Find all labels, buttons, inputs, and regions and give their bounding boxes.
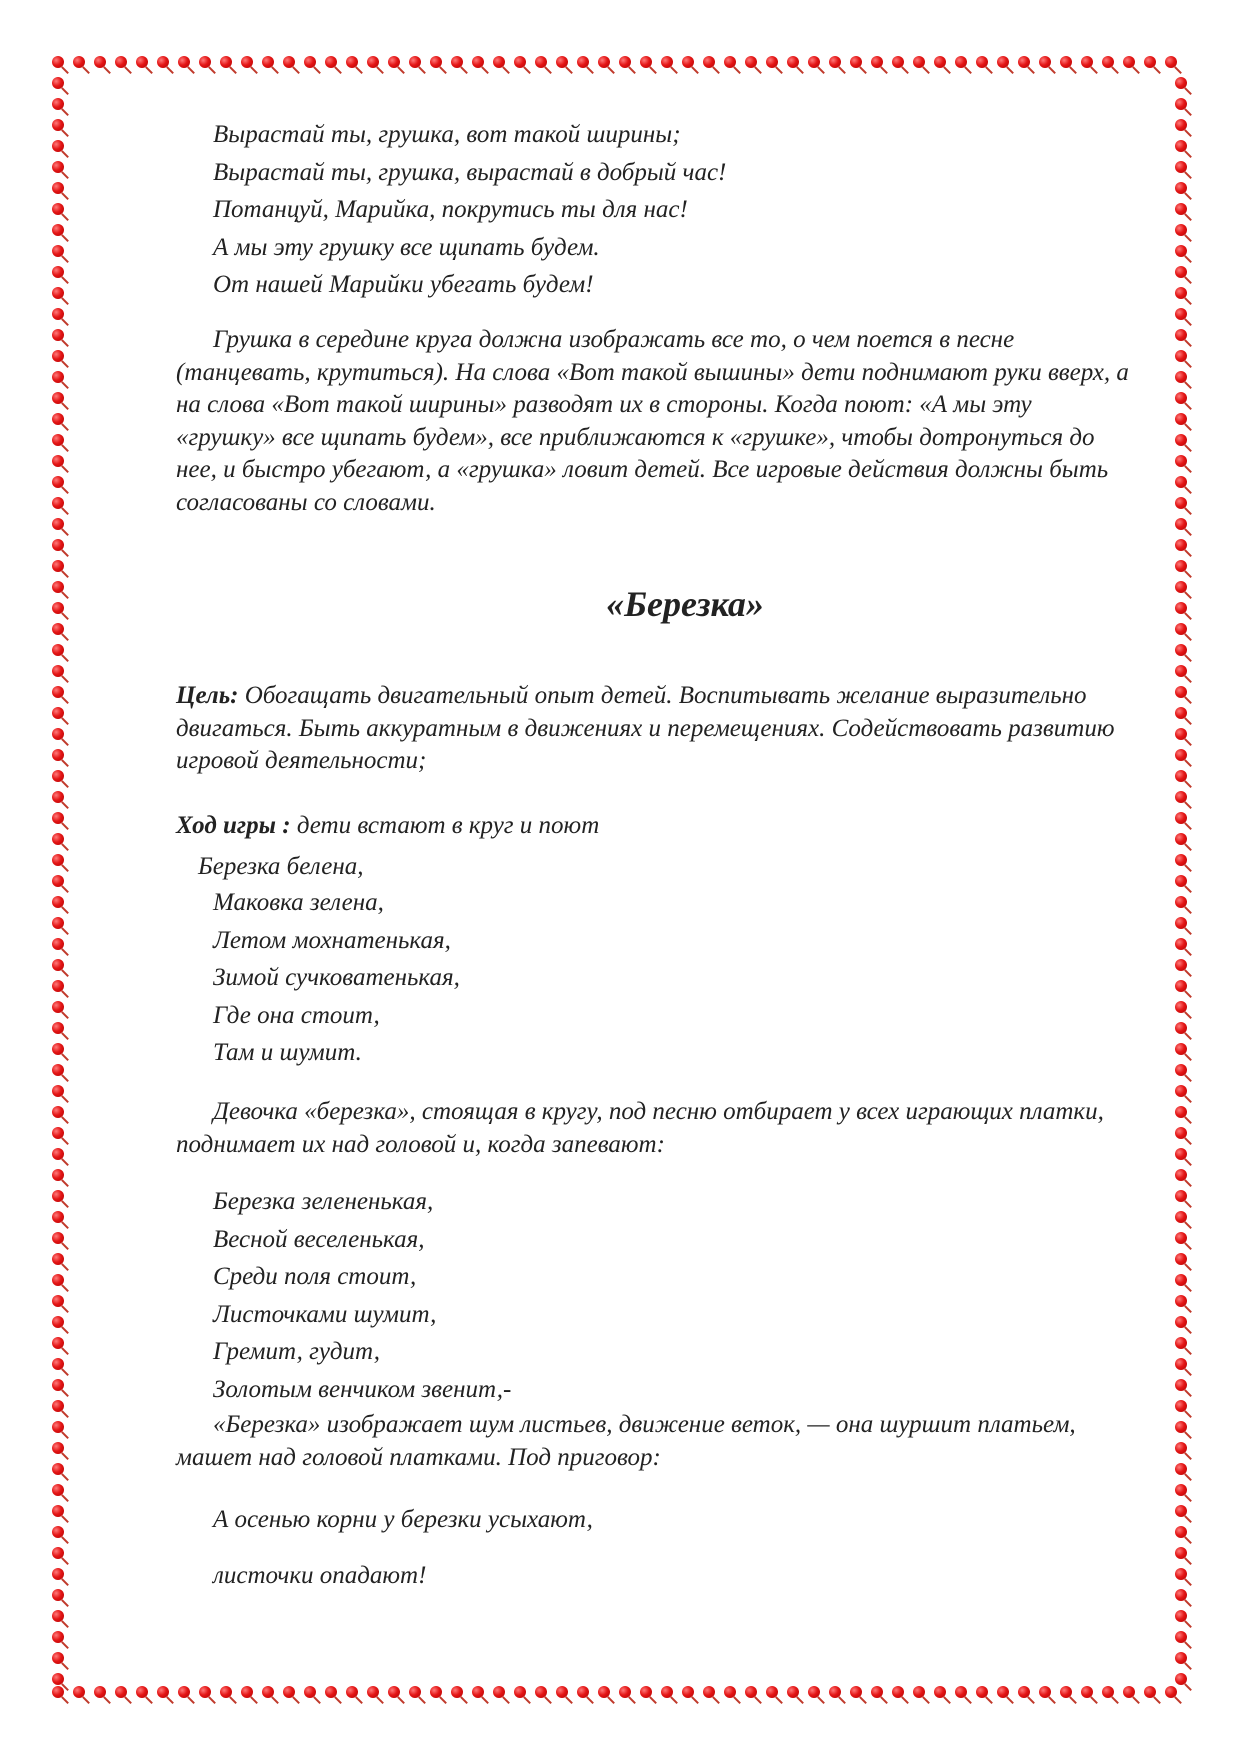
border-dot-stem: [61, 465, 68, 472]
border-dot-stem: [61, 696, 68, 703]
border-dot-stem: [1184, 360, 1191, 367]
border-dot-stem: [922, 1696, 929, 1703]
border-dot-stem: [292, 66, 299, 73]
border-dot-stem: [61, 66, 68, 73]
border-dot-stem: [1184, 402, 1191, 409]
border-dot-stem: [313, 1696, 320, 1703]
border-dot-stem: [61, 1578, 68, 1585]
border-dot-stem: [61, 297, 68, 304]
border-dot-stem: [271, 1696, 278, 1703]
song-line: От нашей Марийки убегать будем!: [213, 271, 594, 298]
border-dot-stem: [1184, 570, 1191, 577]
border-dot-stem: [1184, 1494, 1191, 1501]
border-dot-stem: [61, 633, 68, 640]
border-dot-stem: [649, 1696, 656, 1703]
border-dot-stem: [61, 1410, 68, 1417]
border-dot-stem: [1184, 1305, 1191, 1312]
border-dot-stem: [1184, 1578, 1191, 1585]
border-dot-stem: [1174, 66, 1181, 73]
border-dot-stem: [61, 675, 68, 682]
border-dot-stem: [712, 1696, 719, 1703]
border-dot-stem: [985, 66, 992, 73]
border-dot-stem: [628, 66, 635, 73]
song-line: Потанцуй, Марийка, покрутись ты для нас!: [213, 196, 688, 223]
border-dot-stem: [1184, 822, 1191, 829]
border-dot-stem: [1184, 1683, 1191, 1690]
border-dot-stem: [61, 192, 68, 199]
border-dot-stem: [61, 612, 68, 619]
border-dot-stem: [61, 885, 68, 892]
border-dot-stem: [61, 1389, 68, 1396]
border-dot-stem: [733, 66, 740, 73]
border-dot-stem: [1184, 528, 1191, 535]
border-dot-stem: [103, 66, 110, 73]
border-dot-stem: [61, 1032, 68, 1039]
border-dot-stem: [964, 66, 971, 73]
border-dot-stem: [838, 1696, 845, 1703]
border-dot-stem: [1184, 297, 1191, 304]
berezka-action-description: «Березка» изображает шум листьев, движение веток, — она шуршит платьем, машет над головой платками. Под приговор:: [176, 1411, 1076, 1471]
border-dot-stem: [229, 66, 236, 73]
border-dot-stem: [502, 66, 509, 73]
border-dot-stem: [1048, 66, 1055, 73]
border-dot-stem: [61, 528, 68, 535]
border-dot-stem: [1184, 1473, 1191, 1480]
border-dot-stem: [775, 1696, 782, 1703]
border-dot-stem: [1184, 1137, 1191, 1144]
border-dot-stem: [1184, 1347, 1191, 1354]
border-dot-stem: [1184, 885, 1191, 892]
border-dot-stem: [1184, 381, 1191, 388]
song-line: Золотым венчиком звенит,-: [213, 1375, 512, 1403]
song-line: Вырастай ты, грушка, вот такой ширины;: [213, 121, 681, 148]
border-dot-stem: [103, 1696, 110, 1703]
border-dot-stem: [1184, 87, 1191, 94]
border-dot-stem: [61, 1515, 68, 1522]
border-dot-stem: [1184, 927, 1191, 934]
border-dot-stem: [61, 486, 68, 493]
border-dot-stem: [61, 1242, 68, 1249]
border-dot-stem: [61, 276, 68, 283]
border-dot-stem: [712, 66, 719, 73]
berezka-description: Девочка «березка», стоящая в кругу, под песню отбирает у всех играющих платки, поднимает их над головой и, когда запевают:: [176, 1098, 1104, 1158]
song-line: Гремит, гудит,: [213, 1338, 380, 1365]
border-dot-stem: [1184, 717, 1191, 724]
border-dot-stem: [1184, 444, 1191, 451]
border-dot-stem: [481, 1696, 488, 1703]
song-line: А осенью корни у березки усыхают,: [213, 1506, 593, 1533]
border-dot-stem: [817, 66, 824, 73]
border-dot-stem: [796, 66, 803, 73]
border-dot-stem: [523, 66, 530, 73]
closing-line-2: [213, 1557, 426, 1595]
grushka-description: Грушка в середине круга должна изображать все то, о чем поется в песне (танцевать, крутиться). На слова «Вот такой вышины» дети поднимают руки вверх, а на слова «Вот такой ширины» разводят их в стороны. Когда поют: «А мы эту «грушку» все щипать будем», все приближаются к «грушке», чтобы дотронуться до нее, и быстро убегают, а «грушка» ловит детей. Все игровые действия должны быть согласованы со словами.: [176, 326, 1129, 516]
border-dot-stem: [964, 1696, 971, 1703]
border-dot-stem: [1184, 150, 1191, 157]
song-line: А мы эту грушку все щипать будем.: [213, 233, 600, 261]
border-dot-stem: [901, 66, 908, 73]
border-dot-stem: [61, 717, 68, 724]
border-dot-stem: [859, 1696, 866, 1703]
border-dot-stem: [1184, 1200, 1191, 1207]
border-dot-stem: [1184, 1053, 1191, 1060]
border-dot-stem: [1184, 1410, 1191, 1417]
border-dot-stem: [61, 1494, 68, 1501]
border-dot-stem: [397, 66, 404, 73]
border-dot-stem: [1184, 633, 1191, 640]
song-line: Маковка зелена,: [213, 889, 384, 916]
border-dot-stem: [1027, 1696, 1034, 1703]
border-dot-stem: [1184, 549, 1191, 556]
song-grushka: [213, 116, 726, 304]
border-dot-stem: [1184, 486, 1191, 493]
border-dot-stem: [61, 1326, 68, 1333]
border-dot-stem: [61, 864, 68, 871]
song-line: Листочками шумит,: [213, 1300, 437, 1328]
border-dot-stem: [1184, 129, 1191, 136]
border-dot-stem: [61, 234, 68, 241]
song-line: Летом мохнатенькая,: [213, 926, 451, 954]
border-dot-stem: [61, 255, 68, 262]
border-dot-stem: [817, 1696, 824, 1703]
border-dot-stem: [61, 1137, 68, 1144]
border-dot-stem: [1069, 66, 1076, 73]
border-dot-stem: [1184, 1221, 1191, 1228]
border-dot-stem: [922, 66, 929, 73]
border-dot-stem: [1184, 423, 1191, 430]
border-dot-stem: [61, 1431, 68, 1438]
border-dot-stem: [1184, 1284, 1191, 1291]
border-dot-stem: [61, 444, 68, 451]
border-dot-stem: [61, 1473, 68, 1480]
border-dot-stem: [355, 66, 362, 73]
border-dot-stem: [61, 990, 68, 997]
border-dot-stem: [1184, 1452, 1191, 1459]
border-dot-stem: [208, 1696, 215, 1703]
border-dot-stem: [733, 1696, 740, 1703]
song-line: Березка белена,: [198, 853, 364, 880]
song-line: Среди поля стоит,: [213, 1263, 417, 1290]
border-dot-stem: [1132, 66, 1139, 73]
border-dot-stem: [1184, 1515, 1191, 1522]
border-dot-stem: [1184, 255, 1191, 262]
game-flow-label: Ход игры :: [176, 812, 291, 839]
border-dot-stem: [1184, 192, 1191, 199]
border-dot-stem: [61, 1221, 68, 1228]
border-dot-stem: [1184, 1179, 1191, 1186]
border-dot-stem: [313, 66, 320, 73]
border-dot-stem: [61, 1599, 68, 1606]
border-dot-stem: [586, 1696, 593, 1703]
border-dot-stem: [61, 570, 68, 577]
border-dot-stem: [61, 591, 68, 598]
border-dot-stem: [1184, 906, 1191, 913]
border-dot-stem: [1184, 1620, 1191, 1627]
goal-paragraph: [176, 680, 1136, 778]
border-dot-stem: [61, 1053, 68, 1060]
border-dot-stem: [61, 654, 68, 661]
border-dot-stem: [1184, 171, 1191, 178]
border-dot-stem: [1184, 948, 1191, 955]
border-dot-stem: [1174, 1696, 1181, 1703]
border-dot-stem: [61, 801, 68, 808]
game-flow-text: дети встают в круг и поют: [296, 812, 600, 839]
border-dot-stem: [1184, 108, 1191, 115]
border-dot-stem: [61, 1347, 68, 1354]
song-line: Березка зелененькая,: [213, 1188, 434, 1215]
border-dot-stem: [1184, 1116, 1191, 1123]
border-dot-stem: [82, 1696, 89, 1703]
border-dot-stem: [397, 1696, 404, 1703]
border-dot-stem: [1184, 1431, 1191, 1438]
border-dot-stem: [1184, 843, 1191, 850]
border-dot-stem: [145, 66, 152, 73]
border-dot-stem: [61, 1284, 68, 1291]
border-dot-stem: [754, 1696, 761, 1703]
border-dot-stem: [61, 1368, 68, 1375]
border-dot-stem: [61, 402, 68, 409]
border-dot-stem: [691, 66, 698, 73]
border-dot-stem: [1184, 1599, 1191, 1606]
border-dot-stem: [61, 150, 68, 157]
border-dot-stem: [61, 129, 68, 136]
border-dot-stem: [1184, 801, 1191, 808]
border-dot-stem: [61, 969, 68, 976]
border-dot-stem: [124, 1696, 131, 1703]
border-dot-stem: [943, 1696, 950, 1703]
border-dot-stem: [124, 66, 131, 73]
border-dot-stem: [61, 822, 68, 829]
border-dot-stem: [61, 759, 68, 766]
border-dot-stem: [460, 1696, 467, 1703]
border-dot-stem: [481, 66, 488, 73]
border-dot-stem: [670, 66, 677, 73]
border-dot-stem: [208, 66, 215, 73]
border-dot-stem: [145, 1696, 152, 1703]
border-dot-stem: [1153, 66, 1160, 73]
border-dot-stem: [271, 66, 278, 73]
border-dot-stem: [61, 1200, 68, 1207]
border-dot-stem: [61, 1158, 68, 1165]
border-dot-stem: [544, 66, 551, 73]
border-dot-stem: [1027, 66, 1034, 73]
border-dot-stem: [418, 66, 425, 73]
border-dot-stem: [292, 1696, 299, 1703]
border-dot-stem: [61, 549, 68, 556]
border-dot-stem: [1069, 1696, 1076, 1703]
border-dot-stem: [796, 1696, 803, 1703]
border-dot-stem: [61, 738, 68, 745]
border-dot-stem: [1184, 1263, 1191, 1270]
closing-line-1: [213, 1501, 593, 1539]
song-berezka-first-line: [198, 848, 364, 886]
border-dot-stem: [61, 1662, 68, 1669]
border-dot-stem: [1006, 1696, 1013, 1703]
border-dot-stem: [1006, 66, 1013, 73]
border-dot-stem: [670, 1696, 677, 1703]
border-dot-stem: [859, 66, 866, 73]
border-dot-stem: [61, 1305, 68, 1312]
border-dot-stem: [439, 66, 446, 73]
border-dot-stem: [61, 339, 68, 346]
border-dot-stem: [1184, 675, 1191, 682]
border-dot-stem: [628, 1696, 635, 1703]
border-dot-stem: [1184, 759, 1191, 766]
border-dot-stem: [1184, 1389, 1191, 1396]
border-dot-stem: [754, 66, 761, 73]
border-dot-stem: [61, 360, 68, 367]
border-dot-stem: [439, 1696, 446, 1703]
border-dot-stem: [61, 171, 68, 178]
border-dot-stem: [565, 66, 572, 73]
border-dot-stem: [1048, 1696, 1055, 1703]
border-dot-stem: [355, 1696, 362, 1703]
border-dot-stem: [1111, 1696, 1118, 1703]
border-dot-stem: [544, 1696, 551, 1703]
border-dot-stem: [61, 318, 68, 325]
border-dot-stem: [1184, 990, 1191, 997]
border-dot-stem: [61, 927, 68, 934]
border-dot-stem: [586, 66, 593, 73]
border-dot-stem: [502, 1696, 509, 1703]
border-dot-stem: [943, 66, 950, 73]
border-dot-stem: [775, 66, 782, 73]
border-dot-stem: [61, 1263, 68, 1270]
goal-label: Цель:: [176, 682, 239, 709]
border-dot-stem: [61, 780, 68, 787]
border-dot-stem: [649, 66, 656, 73]
song-berezka-green: [213, 1183, 511, 1408]
border-dot-stem: [1184, 1536, 1191, 1543]
border-dot-stem: [376, 1696, 383, 1703]
border-dot-stem: [61, 87, 68, 94]
border-dot-stem: [985, 1696, 992, 1703]
border-dot-stem: [61, 507, 68, 514]
border-dot-stem: [1184, 1095, 1191, 1102]
border-dot-stem: [61, 1620, 68, 1627]
border-dot-stem: [1184, 1662, 1191, 1669]
song-line: листочки опадают!: [213, 1562, 427, 1589]
border-dot-stem: [1184, 738, 1191, 745]
song-line: Зимой сучковатенькая,: [213, 964, 460, 991]
border-dot-stem: [166, 1696, 173, 1703]
border-dot-stem: [187, 66, 194, 73]
border-dot-stem: [1090, 1696, 1097, 1703]
border-dot-stem: [61, 906, 68, 913]
border-dot-stem: [1184, 1557, 1191, 1564]
border-dot-stem: [61, 1452, 68, 1459]
border-dot-stem: [1184, 969, 1191, 976]
border-dot-stem: [187, 1696, 194, 1703]
border-dot-stem: [61, 1095, 68, 1102]
border-dot-stem: [1184, 864, 1191, 871]
border-dot-stem: [838, 66, 845, 73]
border-dot-stem: [61, 381, 68, 388]
border-dot-stem: [1184, 654, 1191, 661]
song-line: Весной веселенькая,: [213, 1225, 425, 1253]
border-dot-stem: [565, 1696, 572, 1703]
section-heading: «Березка»: [606, 584, 764, 624]
song-line: Там и шумит.: [213, 1039, 362, 1066]
border-dot-stem: [901, 1696, 908, 1703]
song-line: Где она стоит,: [213, 1001, 380, 1029]
border-dot-stem: [1184, 213, 1191, 220]
border-dot-stem: [1184, 507, 1191, 514]
border-dot-stem: [61, 423, 68, 430]
song-berezka: [213, 884, 460, 1072]
border-dot-stem: [607, 66, 614, 73]
border-dot-stem: [460, 66, 467, 73]
border-dot-stem: [1111, 66, 1118, 73]
border-dot-stem: [1184, 780, 1191, 787]
border-dot-stem: [61, 1074, 68, 1081]
border-dot-stem: [376, 66, 383, 73]
border-dot-stem: [334, 1696, 341, 1703]
border-dot-stem: [880, 1696, 887, 1703]
border-dot-stem: [61, 108, 68, 115]
border-dot-stem: [61, 843, 68, 850]
border-dot-stem: [61, 1011, 68, 1018]
border-dot-stem: [880, 66, 887, 73]
border-dot-stem: [1184, 1242, 1191, 1249]
border-dot-stem: [1184, 339, 1191, 346]
border-dot-stem: [61, 1179, 68, 1186]
border-dot-stem: [250, 66, 257, 73]
border-dot-stem: [166, 66, 173, 73]
border-dot-stem: [523, 1696, 530, 1703]
goal-text: Обогащать двигательный опыт детей. Воспитывать желание выразительно двигаться. Быть аккуратным в движениях и перемещениях. Содействовать развитию игровой деятельности;: [176, 682, 1115, 774]
border-dot-stem: [1184, 1641, 1191, 1648]
border-dot-stem: [61, 1696, 68, 1703]
border-dot-stem: [1184, 1074, 1191, 1081]
border-dot-stem: [61, 213, 68, 220]
border-dot-stem: [1184, 1326, 1191, 1333]
border-dot-stem: [1184, 465, 1191, 472]
border-dot-stem: [607, 1696, 614, 1703]
border-dot-stem: [61, 1641, 68, 1648]
border-dot-stem: [1090, 66, 1097, 73]
game-flow-paragraph: [176, 810, 1136, 843]
border-dot-stem: [1184, 276, 1191, 283]
border-dot-stem: [61, 1116, 68, 1123]
border-dot-stem: [1184, 696, 1191, 703]
border-dot-stem: [1153, 1696, 1160, 1703]
border-dot-stem: [229, 1696, 236, 1703]
border-dot-stem: [250, 1696, 257, 1703]
border-dot-stem: [1184, 1368, 1191, 1375]
border-dot-stem: [1184, 1158, 1191, 1165]
border-dot-stem: [334, 66, 341, 73]
border-dot-stem: [82, 66, 89, 73]
border-dot-stem: [1184, 318, 1191, 325]
border-dot-stem: [1132, 1696, 1139, 1703]
border-dot-stem: [1184, 234, 1191, 241]
border-dot-stem: [1184, 1032, 1191, 1039]
song-line: Вырастай ты, грушка, вырастай в добрый час!: [213, 158, 727, 186]
border-dot-stem: [61, 948, 68, 955]
border-dot-stem: [691, 1696, 698, 1703]
border-dot-stem: [61, 1536, 68, 1543]
border-dot-stem: [1184, 1011, 1191, 1018]
border-dot-stem: [418, 1696, 425, 1703]
border-dot-stem: [61, 1557, 68, 1564]
